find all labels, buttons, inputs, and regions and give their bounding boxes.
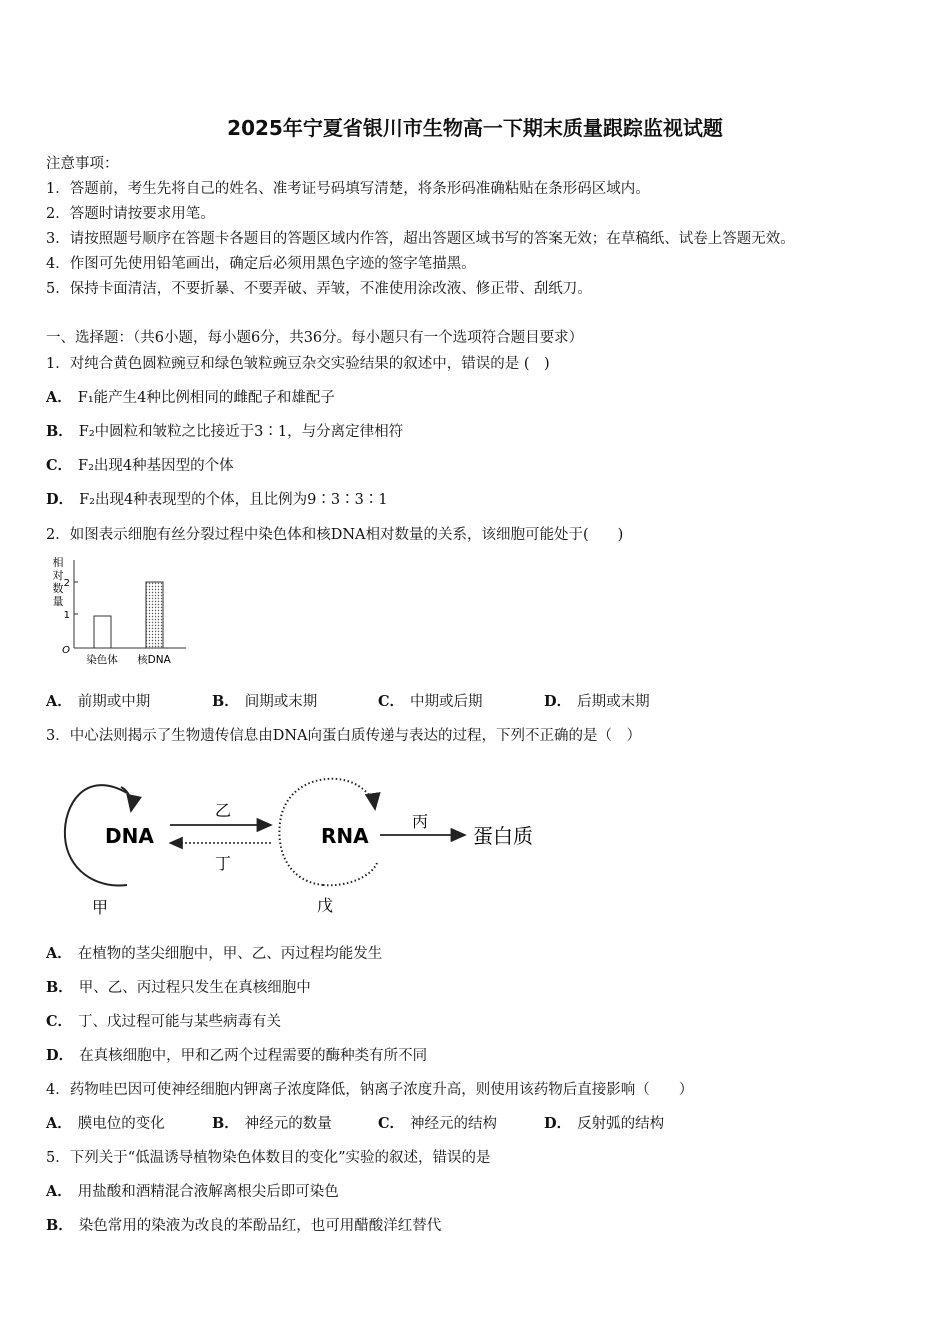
page-title: 2025年宁夏省银川市生物高一下期末质量跟踪监视试题	[227, 116, 723, 140]
option-text: 用盐酸和酒精混合液解离根尖后即可染色	[77, 1184, 339, 1200]
option-label: D．	[46, 1047, 74, 1064]
option-text: 间期或末期	[244, 694, 318, 710]
origin-label: O	[62, 645, 70, 656]
dna-label: DNA	[105, 824, 154, 848]
option-text: 在植物的茎尖细胞中，甲、乙、丙过程均能发生	[77, 946, 383, 962]
dna-bar-chart	[46, 552, 196, 670]
q1-option-b	[46, 420, 403, 441]
question-4-stem: 4．药物哇巴因可使神经细胞内钾离子浓度降低，钠离子浓度升高，则使用该药物后直接影响（ ）	[46, 1082, 694, 1098]
central-dogma-diagram	[55, 765, 565, 925]
option-label: A．	[46, 1183, 72, 1200]
y-axis-label-char: 量	[52, 595, 64, 608]
rna-label: RNA	[321, 824, 369, 848]
x-category-label: 核DNA	[137, 654, 171, 666]
question-2-stem: 2．如图表示细胞有丝分裂过程中染色体和核DNA相对数量的关系，该细胞可能处于( )	[46, 527, 624, 543]
y-axis-label-char: 数	[52, 582, 64, 595]
option-text: 神经元的数量	[244, 1116, 332, 1132]
option-text: F₁能产生4种比例相同的雌配子和雄配子	[77, 390, 335, 406]
notice-item: 2．答题时请按要求用笔。	[46, 206, 215, 222]
x-category-label: 染色体	[86, 654, 118, 666]
section-heading: 一、选择题：（共6小题，每小题6分，共36分。每小题只有一个选项符合题目要求）	[46, 330, 584, 346]
notice-item: 5．保持卡面清洁，不要折暴、不要弄破、弄皱，不准使用涂改液、修正带、刮纸刀。	[46, 281, 592, 297]
option-label: D．	[544, 693, 572, 710]
option-text: 在真核细胞中，甲和乙两个过程需要的酶种类有所不同	[79, 1048, 428, 1064]
y-tick-label: 2	[63, 578, 70, 589]
option-label: C．	[46, 1013, 73, 1030]
yi-label: 乙	[214, 801, 232, 820]
q4-option-b	[212, 1112, 378, 1133]
option-text: F₂中圆粒和皱粒之比接近于3∶1，与分离定律相符	[78, 424, 404, 440]
q1-option-d	[46, 488, 388, 509]
notice-item: 1．答题前，考生先将自己的姓名、准考证号码填写清楚，将条形码准确粘贴在条形码区域内。	[46, 181, 650, 197]
option-text: 前期或中期	[77, 694, 151, 710]
q4-option-a	[46, 1112, 212, 1133]
option-text: 甲、乙、丙过程只发生在真核细胞中	[78, 980, 311, 996]
option-text: 反射弧的结构	[577, 1116, 665, 1132]
jia-label: 甲	[91, 898, 109, 917]
q4-option-c	[378, 1112, 544, 1133]
option-text: 膜电位的变化	[77, 1116, 165, 1132]
option-label: D．	[46, 491, 74, 508]
option-text: 后期或末期	[577, 694, 650, 710]
option-text: 神经元的结构	[410, 1116, 498, 1132]
wu-label: 戊	[316, 896, 334, 915]
y-tick-label: 1	[63, 610, 70, 621]
notice-heading: 注意事项：	[46, 156, 119, 172]
option-label: B．	[212, 693, 239, 710]
option-text: F₂出现4种基因型的个体	[78, 458, 234, 474]
y-axis-label-char: 相	[52, 556, 64, 569]
option-label: A．	[46, 1115, 72, 1132]
question-5-stem: 5．下列关于“低温诱导植物染色体数目的变化”实验的叙述，错误的是	[46, 1150, 491, 1166]
q3-option-c	[46, 1010, 281, 1031]
q4-option-d	[544, 1112, 664, 1133]
ding-label: 丁	[214, 854, 232, 873]
q2-option-c	[378, 690, 544, 711]
notice-item: 3．请按照题号顺序在答题卡各题目的答题区域内作答，超出答题区域书写的答案无效；在草稿纸、试卷上答题无效。	[46, 231, 795, 247]
option-label: B．	[46, 423, 73, 440]
option-label: B．	[46, 979, 73, 996]
question-3-stem: 3．中心法则揭示了生物遗传信息由DNA向蛋白质传递与表达的过程，下列不正确的是（ ）	[46, 728, 642, 744]
option-label: D．	[544, 1115, 572, 1132]
y-axis-label-char: 对	[52, 569, 64, 582]
notice-item: 4．作图可先使用铅笔画出，确定后必须用黑色字迹的签字笔描黑。	[46, 256, 476, 272]
q5-option-b	[46, 1214, 441, 1235]
option-text: F₂出现4种表现型的个体，且比例为9∶3∶3∶1	[79, 492, 388, 508]
bar-chromosome	[94, 616, 111, 648]
q5-option-a	[46, 1180, 339, 1201]
q1-option-c	[46, 454, 234, 475]
q3-option-b	[46, 976, 311, 997]
option-label: A．	[46, 693, 72, 710]
bing-label: 丙	[411, 812, 429, 831]
q3-option-d	[46, 1044, 427, 1065]
rna-replication-loop-tail	[323, 863, 377, 885]
q2-option-b	[212, 690, 378, 711]
q2-options	[46, 690, 650, 711]
question-1-stem: 1．对纯合黄色圆粒豌豆和绿色皱粒豌豆杂交实验结果的叙述中，错误的是 ( )	[46, 356, 550, 372]
q3-option-a	[46, 942, 382, 963]
q1-option-a	[46, 386, 335, 407]
q2-option-d	[544, 690, 650, 711]
option-text: 丁、戊过程可能与某些病毒有关	[78, 1014, 282, 1030]
option-label: C．	[378, 1115, 405, 1132]
q2-option-a	[46, 690, 212, 711]
option-label: A．	[46, 389, 72, 406]
option-label: C．	[46, 457, 73, 474]
protein-label: 蛋白质	[473, 824, 533, 848]
option-label: C．	[378, 693, 405, 710]
option-text: 中期或后期	[410, 694, 483, 710]
q4-options	[46, 1112, 664, 1133]
option-text: 染色常用的染液为改良的苯酚品红，也可用醋酸洋红替代	[78, 1218, 442, 1234]
option-label: B．	[212, 1115, 239, 1132]
bar-nuclear-dna	[146, 582, 163, 648]
option-label: A．	[46, 945, 72, 962]
option-label: B．	[46, 1217, 73, 1234]
